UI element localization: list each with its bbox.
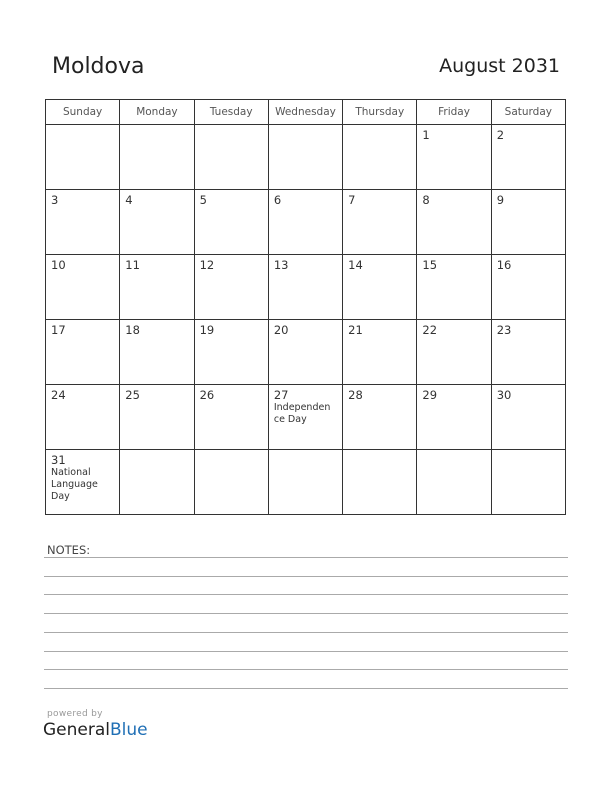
day-number: 8	[422, 193, 430, 207]
day-number: 10	[51, 258, 66, 272]
day-number: 6	[273, 193, 282, 207]
day-cell	[343, 320, 417, 385]
day-cell	[491, 320, 565, 385]
day-cell	[194, 255, 268, 320]
day-number: 13	[273, 258, 289, 272]
day-number: 28	[348, 388, 363, 402]
day-cell	[46, 255, 120, 320]
note-line	[44, 669, 568, 670]
notes-label: NOTES:	[47, 543, 91, 557]
day-cell	[268, 190, 342, 255]
day-cell	[194, 190, 268, 255]
day-cell	[120, 450, 194, 515]
day-number: 3	[51, 193, 59, 207]
day-number: 25	[125, 388, 140, 402]
holiday-label: Independen ce Day	[273, 402, 331, 425]
day-cell	[268, 320, 342, 385]
day-number: 5	[199, 193, 207, 207]
day-cell	[194, 320, 268, 385]
day-number: 18	[125, 323, 140, 337]
day-number: 17	[51, 323, 66, 337]
weekday-header-row	[46, 100, 566, 125]
week-row	[46, 385, 566, 450]
day-cell	[268, 255, 342, 320]
day-number: 15	[422, 258, 438, 272]
day-cell	[120, 190, 194, 255]
day-number: 19	[199, 323, 215, 337]
day-cell	[194, 125, 268, 190]
day-number: 2	[496, 128, 505, 142]
day-number: 30	[496, 388, 512, 402]
day-cell	[46, 450, 120, 515]
day-cell	[343, 255, 417, 320]
day-cell	[417, 385, 491, 450]
weekday-saturday: Saturday	[491, 100, 565, 125]
day-number: 7	[348, 193, 356, 207]
week-row	[46, 190, 566, 255]
day-cell	[120, 320, 194, 385]
day-cell	[417, 450, 491, 515]
day-cell	[417, 190, 491, 255]
month-title: August 2031	[439, 55, 560, 77]
calendar-grid	[45, 99, 566, 515]
day-number: 24	[51, 388, 66, 402]
day-number: 4	[125, 193, 133, 207]
weekday-friday: Friday	[417, 100, 491, 125]
day-cell	[491, 450, 565, 515]
day-cell	[46, 125, 120, 190]
day-number: 21	[348, 323, 363, 337]
day-cell	[120, 255, 194, 320]
weekday-tuesday: Tuesday	[194, 100, 268, 125]
day-cell	[46, 320, 120, 385]
weekday-sunday: Sunday	[46, 100, 120, 125]
day-cell	[46, 190, 120, 255]
day-cell	[46, 385, 120, 450]
day-number: 16	[496, 258, 512, 272]
weekday-monday: Monday	[120, 100, 194, 125]
note-line	[44, 557, 568, 558]
day-cell	[268, 450, 342, 515]
brand-blue: Blue	[110, 720, 148, 740]
note-line	[44, 576, 568, 577]
day-number: 14	[348, 258, 363, 272]
day-cell	[491, 385, 565, 450]
day-number: 27	[273, 388, 289, 402]
day-cell	[268, 385, 342, 450]
day-cell	[491, 125, 565, 190]
week-row	[46, 320, 566, 385]
day-cell	[194, 385, 268, 450]
day-cell	[120, 385, 194, 450]
day-number: 9	[496, 193, 505, 207]
day-number: 29	[422, 388, 438, 402]
note-line	[44, 594, 568, 595]
day-cell	[417, 320, 491, 385]
week-row	[46, 255, 566, 320]
day-number: 11	[125, 258, 140, 272]
day-number: 20	[273, 323, 289, 337]
country-title: Moldova	[52, 54, 145, 79]
day-number: 31	[51, 453, 66, 467]
powered-by-text: powered by	[47, 709, 103, 719]
day-number: 12	[199, 258, 215, 272]
day-cell	[491, 190, 565, 255]
note-line	[44, 651, 568, 652]
note-line	[44, 688, 568, 689]
day-cell	[491, 255, 565, 320]
day-number: 22	[422, 323, 438, 337]
day-cell	[343, 450, 417, 515]
weekday-wednesday: Wednesday	[268, 100, 342, 125]
day-number: 23	[496, 323, 512, 337]
note-line	[44, 613, 568, 614]
day-cell	[417, 125, 491, 190]
day-cell	[417, 255, 491, 320]
day-cell	[120, 125, 194, 190]
week-row	[46, 125, 566, 190]
day-cell	[343, 125, 417, 190]
day-number: 1	[422, 128, 430, 142]
holiday-label: National Language Day	[51, 467, 98, 502]
week-row	[46, 450, 566, 515]
day-cell	[194, 450, 268, 515]
generalblue-logo[interactable]	[43, 720, 148, 740]
weekday-thursday: Thursday	[343, 100, 417, 125]
brand-general: General	[43, 720, 110, 740]
day-cell	[268, 125, 342, 190]
day-cell	[343, 190, 417, 255]
day-cell	[343, 385, 417, 450]
note-line	[44, 632, 568, 633]
day-number: 26	[199, 388, 215, 402]
